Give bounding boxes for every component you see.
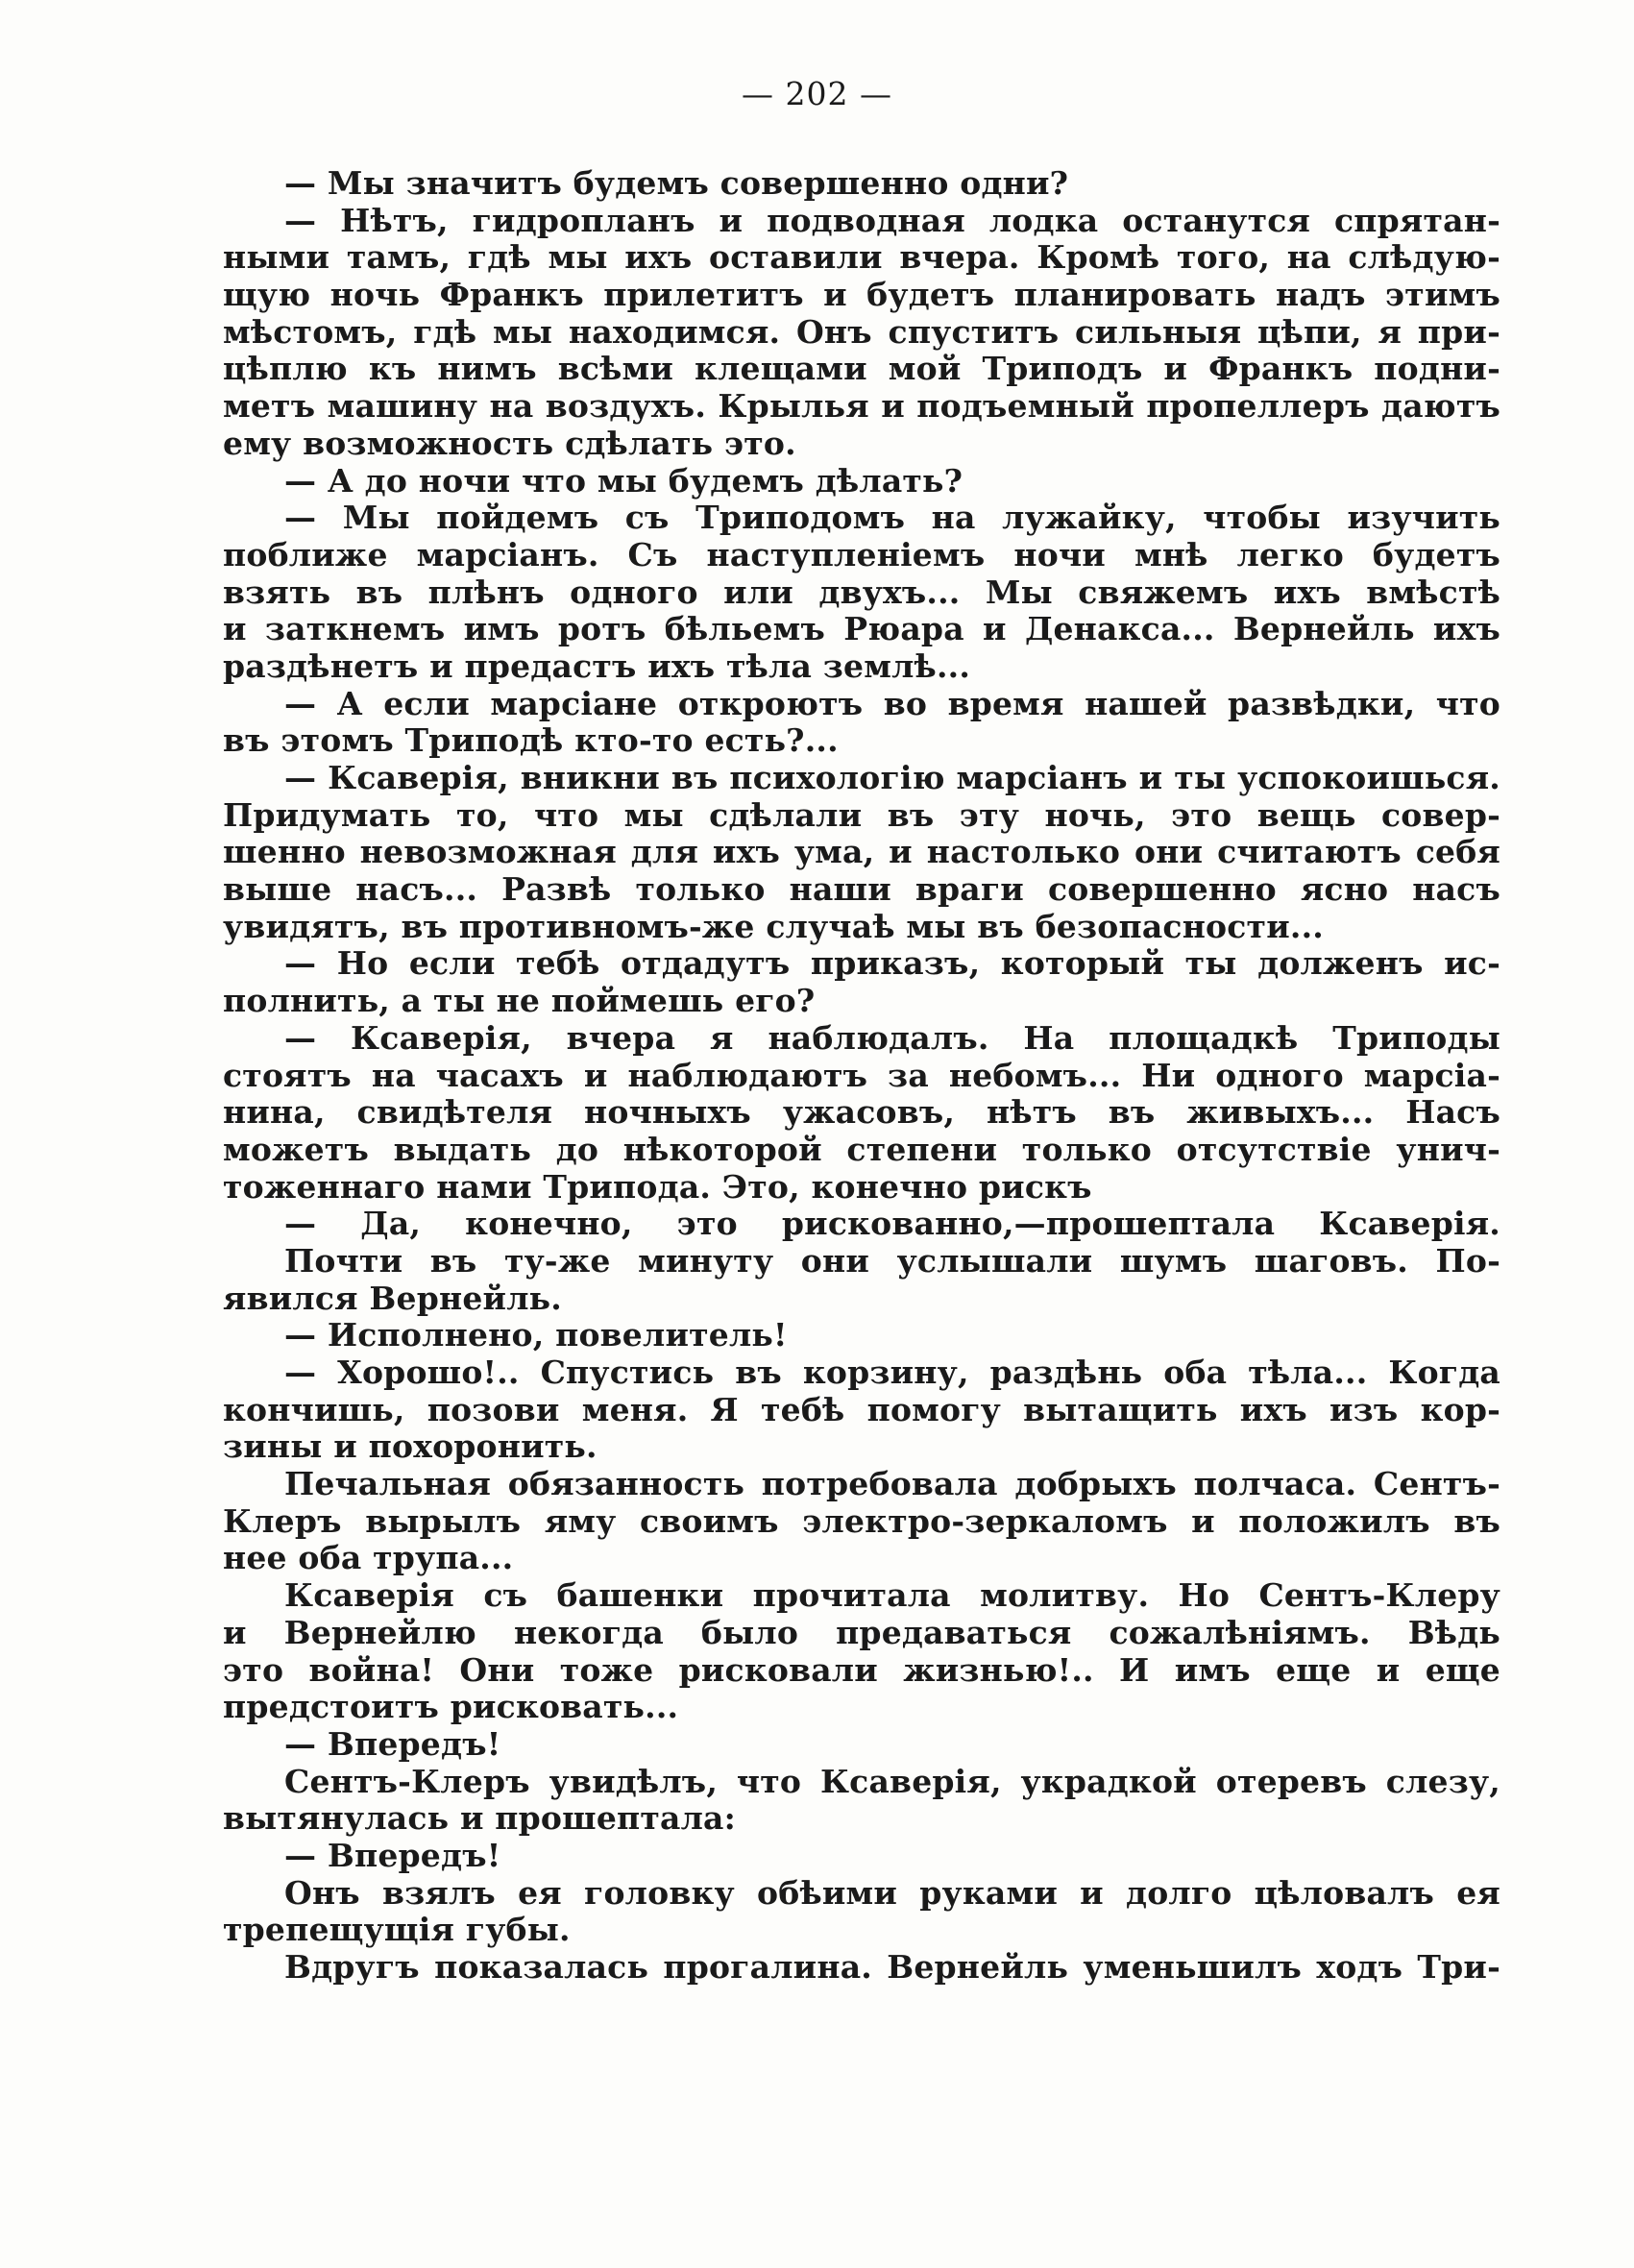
text-line: и заткнемъ имъ ротъ бѣльемъ Рюара и Денакса... Вернейль ихъ (223, 610, 1500, 648)
text-line: ему возможность сдѣлать это. (223, 424, 796, 462)
text-line: Почти въ ту-же минуту они услышали шумъ шаговъ. По- (284, 1241, 1500, 1280)
text-line: — Хорошо!.. Спустись въ корзину, раздѣнь оба тѣла... Когда (284, 1353, 1500, 1391)
text-line: — Но если тебѣ отдадутъ приказъ, который ты долженъ ис- (284, 944, 1500, 983)
text-line: Онъ взялъ ея головку обѣими руками и долго цѣловалъ ея (284, 1873, 1500, 1912)
text-line: — А если марсіане откроютъ во время нашей развѣдки, что (284, 684, 1500, 722)
text-line: Печальная обязанность потребовала добрыхъ полчаса. Сентъ- (284, 1465, 1500, 1503)
text-line: тоженнаго нами Трипода. Это, конечно рискъ (223, 1167, 1092, 1206)
text-line: трепещущія губы. (223, 1911, 571, 1949)
text-line: — Впередъ! (284, 1724, 501, 1763)
text-line: въ этомъ Триподѣ кто-то есть?... (223, 721, 839, 760)
text-line: Ксаверія съ башенки прочитала молитву. Но Сентъ-Клеру (284, 1576, 1500, 1615)
text-line: мѣстомъ, гдѣ мы находимся. Онъ спуститъ сильныя цѣпи, я при- (223, 312, 1500, 351)
text-line: Вдругъ показалась прогалина. Вернейль уменьшилъ ходъ Три- (284, 1948, 1500, 1986)
text-line: стоятъ на часахъ и наблюдаютъ за небомъ... Ни одного марсіа- (223, 1056, 1500, 1094)
text-line: — Исполнено, повелитель! (284, 1316, 788, 1354)
text-line: увидятъ, въ противномъ-же случаѣ мы въ безопасности... (223, 907, 1324, 945)
text-line: — А до ночи что мы будемъ дѣлать? (284, 461, 963, 500)
text-line: метъ машину на воздухъ. Крылья и подъемный пропеллеръ даютъ (223, 387, 1500, 426)
text-line: — Да, конечно, это рискованно,—прошептала Ксаверія. (284, 1205, 1500, 1243)
page-body-text (223, 165, 1500, 1987)
text-line: и Вернейлю некогда было предаваться сожалѣніямъ. Вѣдь (223, 1613, 1500, 1651)
text-line: полнить, а ты не поймешь его? (223, 982, 816, 1020)
text-line: предстоитъ рисковать... (223, 1688, 679, 1726)
text-line: — Ксаверія, вникни въ психологію марсіанъ и ты успокоишься. (284, 759, 1500, 796)
text-line: — Нѣтъ, гидропланъ и подводная лодка останутся спрятан- (284, 201, 1500, 239)
text-line: явился Вернейль. (223, 1279, 562, 1317)
text-line: нее оба трупа... (223, 1539, 514, 1577)
text-line: зины и похоронить. (223, 1427, 598, 1466)
text-line: Сентъ-Клеръ увидѣлъ, что Ксаверія, украдкой отеревъ слезу, (284, 1762, 1500, 1800)
text-line: щую ночь Франкъ прилетитъ и будетъ планировать надъ этимъ (223, 276, 1500, 314)
text-line: ными тамъ, гдѣ мы ихъ оставили вчера. Кромѣ того, на слѣдую- (223, 238, 1500, 277)
text-line: шенно невозможная для ихъ ума, и настолько они считаютъ себя (223, 833, 1500, 871)
text-line: можетъ выдать до нѣкоторой степени только отсутствіе унич- (223, 1130, 1500, 1168)
text-line: вытянулась и прошептала: (223, 1799, 737, 1838)
text-line: — Впередъ! (284, 1836, 501, 1874)
text-line: цѣплю къ нимъ всѣми клещами мой Триподъ и Франкъ подни- (223, 350, 1500, 388)
text-line: Придумать то, что мы сдѣлали въ эту ночь, это вещь совер- (223, 795, 1500, 834)
text-line: взять въ плѣнъ одного или двухъ... Мы свяжемъ ихъ вмѣстѣ (223, 573, 1500, 611)
page-number: — 202 — (742, 75, 892, 112)
text-line: Клеръ вырылъ яму своимъ электро-зеркаломъ и положилъ въ (223, 1501, 1500, 1540)
text-line: кончишь, позови меня. Я тебѣ помогу вытащить ихъ изъ кор- (223, 1390, 1500, 1428)
text-line: — Мы значитъ будемъ совершенно одни? (284, 164, 1069, 202)
text-line: — Ксаверія, вчера я наблюдалъ. На площадкѣ Триподы (284, 1018, 1500, 1057)
text-line: выше насъ... Развѣ только наши враги совершенно ясно насъ (223, 870, 1500, 909)
text-line: раздѣнетъ и предастъ ихъ тѣла землѣ... (223, 646, 971, 685)
text-line: нина, свидѣтеля ночныхъ ужасовъ, нѣтъ въ живыхъ... Насъ (223, 1093, 1500, 1132)
text-line: — Мы пойдемъ съ Триподомъ на лужайку, чтобы изучить (284, 499, 1500, 537)
text-line: поближе марсіанъ. Съ наступленіемъ ночи мнѣ легко будетъ (223, 535, 1500, 573)
text-line: это война! Они тоже рисковали жизнью!.. И имъ еще и еще (223, 1650, 1500, 1689)
